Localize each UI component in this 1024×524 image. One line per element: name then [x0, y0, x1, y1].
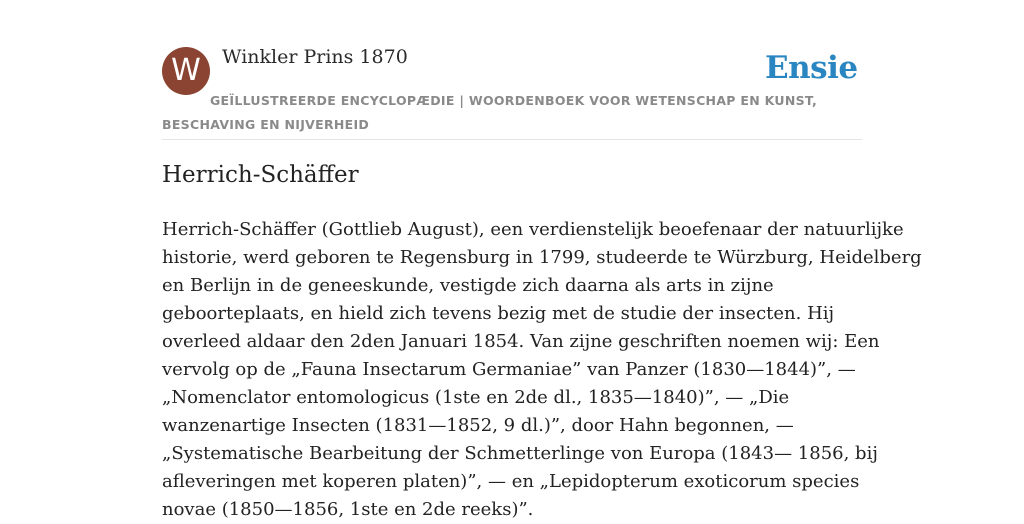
article-line: vervolg op de „Fauna Insectarum Germaniae” van Panzer (1830—1844)”, —	[162, 359, 856, 380]
article-line: wanzenartige Insecten (1831—1852, 9 dl.)”, door Hahn begonnen, —	[162, 415, 794, 436]
source-subtitle: GEÏLLUSTREERDE ENCYCLOPÆDIE | WOORDENBOEK VOOR WETENSCHAP EN KUNST, BESCHAVING EN NIJVERHEID	[162, 93, 818, 132]
article-line: geboorteplaats, en hield zich tevens bezig met de studie der insecten. Hij	[162, 303, 835, 324]
page-title: Herrich-Schäffer	[162, 162, 359, 188]
article-line: overleed aldaar den 2den Januari 1854. Van zijne geschriften noemen wij: Een	[162, 331, 880, 352]
article-line: „Nomenclator entomologicus (1ste en 2de dl., 1835—1840)”, — „Die	[162, 387, 790, 408]
source-title[interactable]: Winkler Prins 1870	[222, 46, 408, 68]
article-line: „Systematische Bearbeitung der Schmetterlinge von Europa (1843— 1856, bij	[162, 443, 878, 464]
article-body	[162, 216, 922, 524]
article-line: en Berlijn in de geneeskunde, vestigde zich daarna als arts in zijne	[162, 275, 774, 296]
article-line: novae (1850—1856, 1ste en 2de reeks)”.	[162, 499, 534, 520]
article-line: Herrich-Schäffer (Gottlieb August), een verdienstelijk beoefenaar der natuurlijke	[162, 219, 904, 240]
article-line: historie, werd geboren te Regensburg in 1799, studeerde te Würzburg, Heidelberg	[162, 247, 922, 268]
header-divider	[162, 139, 862, 140]
ensie-logo[interactable]: Ensie	[765, 50, 858, 86]
avatar[interactable]: W	[162, 47, 210, 95]
article-line: afleveringen met koperen platen)”, — en „Lepidopterum exoticorum species	[162, 471, 860, 492]
